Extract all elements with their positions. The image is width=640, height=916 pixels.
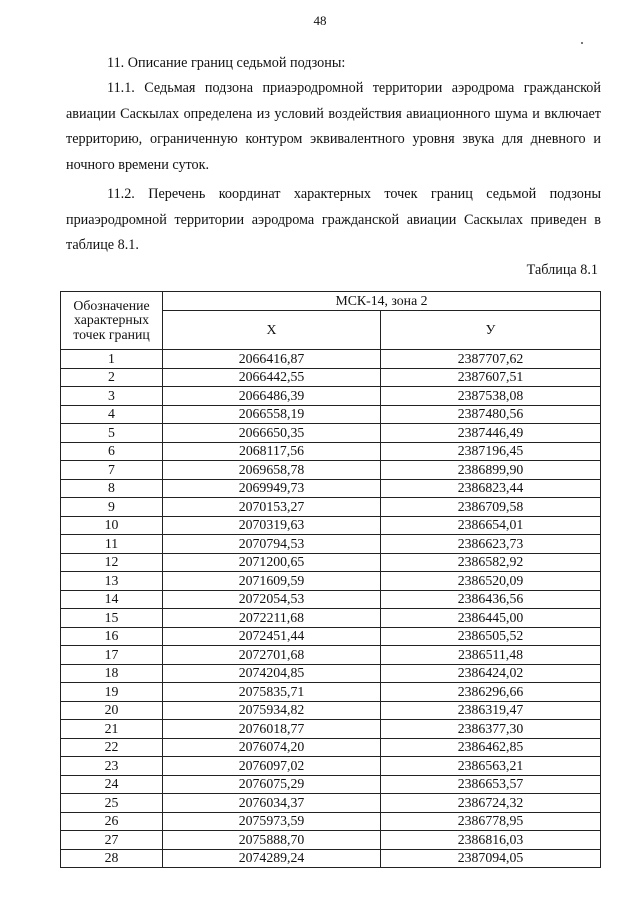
point-number-cell: 22 [61,738,163,757]
point-number-cell: 16 [61,627,163,646]
y-coordinate-cell: 2386424,02 [381,664,601,683]
y-coordinate-cell: 2386436,56 [381,590,601,609]
point-number-cell: 28 [61,849,163,868]
header-y: У [381,311,601,350]
x-coordinate-cell: 2072054,53 [163,590,381,609]
table-row [61,461,601,480]
table-row [61,831,601,850]
point-number-cell: 10 [61,516,163,535]
y-coordinate-cell: 2386505,52 [381,627,601,646]
table-row [61,683,601,702]
y-coordinate-cell: 2386823,44 [381,479,601,498]
table-row [61,572,601,591]
point-number-cell: 20 [61,701,163,720]
point-number-cell: 3 [61,387,163,406]
x-coordinate-cell: 2070319,63 [163,516,381,535]
header-x: X [163,311,381,350]
y-coordinate-cell: 2386520,09 [381,572,601,591]
table-row [61,757,601,776]
table-row [61,812,601,831]
y-coordinate-cell: 2387446,49 [381,424,601,443]
x-coordinate-cell: 2074289,24 [163,849,381,868]
x-coordinate-cell: 2072451,44 [163,627,381,646]
paragraph-11-2: 11.2. Перечень координат характерных точек границ седьмой подзоны приаэродромной территории аэродрома гражданской авиации Саскылах приведен в таблице 8.1. [66,186,601,253]
x-coordinate-cell: 2076034,37 [163,794,381,813]
scan-speck [581,42,583,44]
y-coordinate-cell: 2387480,56 [381,405,601,424]
point-number-cell: 25 [61,794,163,813]
y-coordinate-cell: 2386296,66 [381,683,601,702]
y-coordinate-cell: 2386816,03 [381,831,601,850]
x-coordinate-cell: 2075888,70 [163,831,381,850]
x-coordinate-cell: 2074204,85 [163,664,381,683]
y-coordinate-cell: 2386724,32 [381,794,601,813]
section-heading: 11. Описание границ седьмой подзоны: [107,55,346,71]
point-number-cell: 13 [61,572,163,591]
point-number-cell: 24 [61,775,163,794]
table-row [61,664,601,683]
point-number-cell: 5 [61,424,163,443]
table-row [61,535,601,554]
point-number-cell: 6 [61,442,163,461]
x-coordinate-cell: 2068117,56 [163,442,381,461]
table-caption: Таблица 8.1 [526,262,598,278]
y-coordinate-cell: 2387094,05 [381,849,601,868]
point-number-cell: 17 [61,646,163,665]
y-coordinate-cell: 2387538,08 [381,387,601,406]
y-coordinate-cell: 2387707,62 [381,350,601,369]
point-number-cell: 26 [61,812,163,831]
point-number-cell: 15 [61,609,163,628]
table-row [61,701,601,720]
x-coordinate-cell: 2069949,73 [163,479,381,498]
point-number-cell: 1 [61,350,163,369]
point-number-cell: 7 [61,461,163,480]
paragraph-11-1: 11.1. Седьмая подзона приаэродромной территории аэродрома гражданской авиации Саскылах определена из условий воздействия авиационного шума и включает территорию, ограниченную контуром эквивалентного уровня звука для дневного и ночного времени суток. [66,80,601,173]
x-coordinate-cell: 2070794,53 [163,535,381,554]
table-row [61,775,601,794]
y-coordinate-cell: 2386623,73 [381,535,601,554]
y-coordinate-cell: 2386462,85 [381,738,601,757]
y-coordinate-cell: 2386654,01 [381,516,601,535]
x-coordinate-cell: 2066442,55 [163,368,381,387]
point-number-cell: 8 [61,479,163,498]
y-coordinate-cell: 2386377,30 [381,720,601,739]
point-number-cell: 18 [61,664,163,683]
page-number: 48 [313,13,327,28]
table-row [61,553,601,572]
table-row [61,442,601,461]
point-number-cell: 4 [61,405,163,424]
x-coordinate-cell: 2066416,87 [163,350,381,369]
point-number-cell: 11 [61,535,163,554]
table-row [61,849,601,868]
table-row [61,738,601,757]
table-row [61,479,601,498]
x-coordinate-cell: 2066558,19 [163,405,381,424]
x-coordinate-cell: 2076074,20 [163,738,381,757]
coordinates-table [60,291,601,868]
y-coordinate-cell: 2386319,47 [381,701,601,720]
y-coordinate-cell: 2386445,00 [381,609,601,628]
x-coordinate-cell: 2071609,59 [163,572,381,591]
x-coordinate-cell: 2071200,65 [163,553,381,572]
x-coordinate-cell: 2076075,29 [163,775,381,794]
header-coordinate-system: МСК-14, зона 2 [163,292,601,311]
x-coordinate-cell: 2075934,82 [163,701,381,720]
table-row [61,405,601,424]
table-row [61,498,601,517]
point-number-cell: 21 [61,720,163,739]
table-row [61,424,601,443]
table-row [61,609,601,628]
x-coordinate-cell: 2072701,68 [163,646,381,665]
table-row [61,590,601,609]
y-coordinate-cell: 2386582,92 [381,553,601,572]
header-point-designation: Обозначение характерных точек границ [61,292,163,350]
x-coordinate-cell: 2070153,27 [163,498,381,517]
y-coordinate-cell: 2386778,95 [381,812,601,831]
y-coordinate-cell: 2386653,57 [381,775,601,794]
x-coordinate-cell: 2072211,68 [163,609,381,628]
table-row [61,794,601,813]
point-number-cell: 2 [61,368,163,387]
table-row [61,627,601,646]
table-row [61,646,601,665]
x-coordinate-cell: 2069658,78 [163,461,381,480]
x-coordinate-cell: 2076097,02 [163,757,381,776]
point-number-cell: 27 [61,831,163,850]
x-coordinate-cell: 2075973,59 [163,812,381,831]
table-row [61,368,601,387]
y-coordinate-cell: 2386511,48 [381,646,601,665]
point-number-cell: 14 [61,590,163,609]
point-number-cell: 12 [61,553,163,572]
table-row [61,387,601,406]
x-coordinate-cell: 2076018,77 [163,720,381,739]
table-row [61,516,601,535]
x-coordinate-cell: 2066486,39 [163,387,381,406]
table-row [61,350,601,369]
point-number-cell: 19 [61,683,163,702]
table-body [61,350,601,868]
point-number-cell: 23 [61,757,163,776]
x-coordinate-cell: 2066650,35 [163,424,381,443]
y-coordinate-cell: 2386899,90 [381,461,601,480]
table-row [61,720,601,739]
x-coordinate-cell: 2075835,71 [163,683,381,702]
y-coordinate-cell: 2386563,21 [381,757,601,776]
y-coordinate-cell: 2387607,51 [381,368,601,387]
y-coordinate-cell: 2387196,45 [381,442,601,461]
point-number-cell: 9 [61,498,163,517]
y-coordinate-cell: 2386709,58 [381,498,601,517]
